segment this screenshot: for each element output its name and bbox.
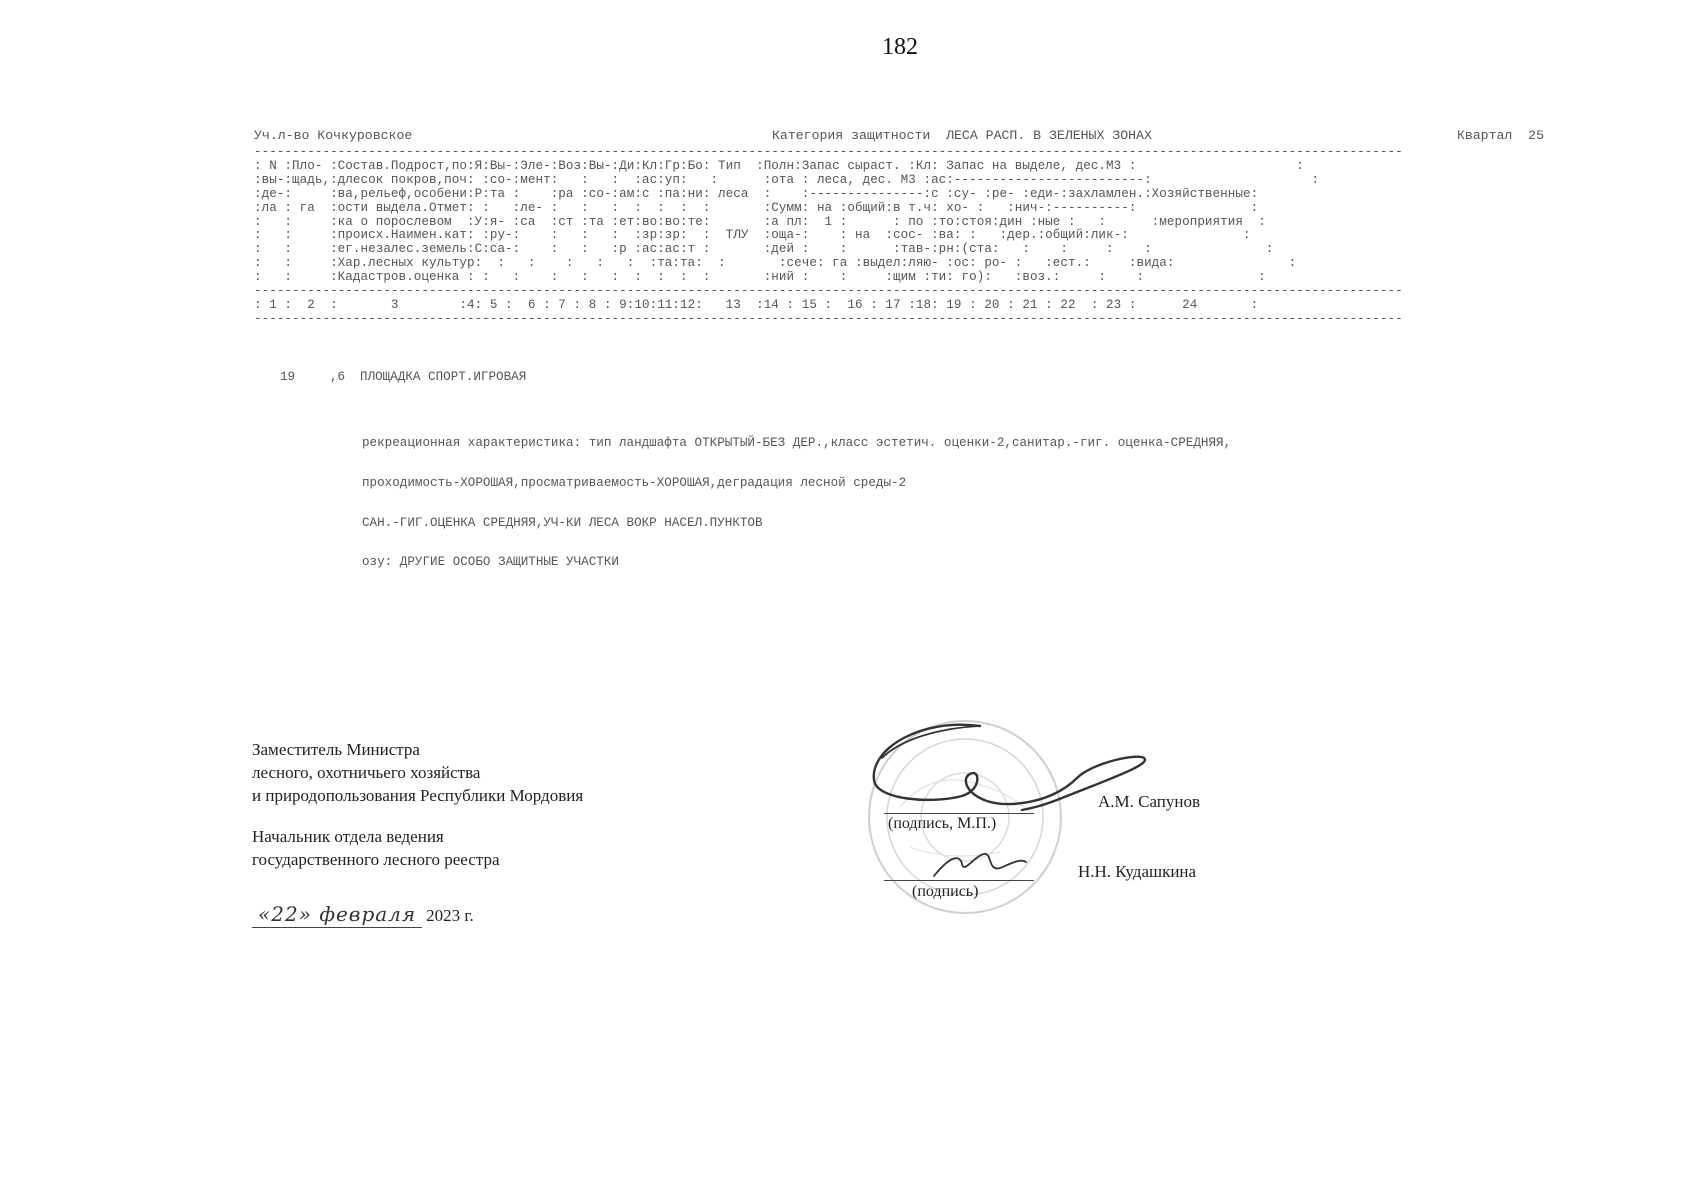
record-line-4: озу: ДРУГИЕ ОСОБО ЗАЩИТНЫЕ УЧАСТКИ [362, 555, 619, 570]
quarter-number: Квартал 25 [1456, 128, 1544, 143]
table-header-line: :де-: :ва,рельеф,особени:Р:та : :ра :со-:ам:с :па:ни: леса : :---------------:с :су- :ре- :еди-:захламлен.:Хозяйственные: [254, 186, 1259, 201]
record-area: ,6 [330, 370, 346, 385]
table-header-line: : : :ка о порослевом :У:я- :са :ст :та :ет:во:во:те: :а пл: 1 : : по :то:стоя:дин :ные : : :мероприятия : [254, 214, 1266, 229]
signatory-name-1: А.М. Сапунов [1098, 792, 1201, 811]
signatory-titles [252, 738, 583, 889]
record-details [280, 411, 1231, 596]
protection-category: Категория защитности ЛЕСА РАСП. В ЗЕЛЕНЫХ ЗОНАХ [772, 128, 1152, 143]
table-header-line: : 1 : 2 : 3 :4: 5 : 6 : 7 : 8 : 9:10:11:12: 13 :14 : 15 : 16 : 17 :18: 19 : 20 : 21 : 22 : 23 : 24 : [254, 297, 1259, 312]
official-1-title [252, 738, 583, 807]
document-header [254, 128, 1544, 144]
table-header-line: ------------------------------------------------------------------------------------------------------------------------------------------------------- [254, 311, 1403, 326]
table-header-line: : : :происх.Наимен.кат: :ру-: : : : :зр:зр: : ТЛУ :оща-: : на :сос- :ва: : :дер.:общий:лик-: : [254, 228, 1251, 243]
signing-date [252, 902, 474, 928]
record-head [280, 371, 1231, 384]
date-day: 22 [271, 902, 299, 926]
date-year: 2023 г. [426, 906, 474, 925]
signature-caption-2: (подпись) [912, 883, 979, 900]
official-2-line: государственного лесного реестра [252, 850, 500, 869]
table-header-line: ------------------------------------------------------------------------------------------------------------------------------------------------------- [254, 145, 1403, 159]
signature-caption-1: (подпись, М.П.) [888, 815, 997, 832]
table-header [254, 146, 1403, 327]
date-month: февраля [319, 902, 417, 926]
official-2-line: Начальник отдела ведения [252, 827, 444, 846]
date-quote-close: » [298, 902, 312, 926]
handwritten-date [252, 902, 422, 928]
signatory-name-2: Н.Н. Кудашкина [1078, 862, 1197, 881]
record-line-3: САН.-ГИГ.ОЦЕНКА СРЕДНЯЯ,УЧ-КИ ЛЕСА ВОКР НАСЕЛ.ПУНКТОВ [362, 515, 763, 530]
official-1-line: лесного, охотничьего хозяйства [252, 763, 481, 782]
official-2-title [252, 825, 583, 871]
table-header-line: :вы-:щадь,:длесок покров,поч: :со-:мент: : : :ас:уп: : :ота : леса, дес. М3 :ас:-------------------------: : [254, 172, 1320, 187]
official-1-line: Заместитель Министра [252, 740, 420, 759]
district-name: Уч.л-во Кочкуровское [254, 128, 413, 143]
table-header-line: : : :Кадастров.оценка : : : : : : : : : : :ний : : :щим :ти: го): :воз.: : : : [254, 270, 1266, 285]
forest-record [280, 345, 1231, 609]
table-header-line: : N :Пло- :Состав.Подрост,по:Я:Вы-:Эле-:Воз:Вы-:Ди:Кл:Гр:Бо: Тип :Полн:Запас сыраст. :Кл: Запас на выделе, дес.М3 : : [254, 158, 1304, 173]
date-quote-open: « [258, 902, 272, 926]
record-line-1: рекреационная характеристика: тип ландшафта ОТКРЫТЫЙ-БЕЗ ДЕР.,класс эстетич. оценки-2,санитар.-гиг. оценка-СРЕДНЯЯ, [362, 436, 1232, 451]
page-number: 182 [882, 34, 918, 60]
signature-line-2 [884, 880, 1034, 881]
record-line-0: ПЛОЩАДКА СПОРТ.ИГРОВАЯ [360, 370, 527, 385]
table-header-line: : : :ег.незалес.земель:С:са-: : : :р :ас:ас:т : :дей : : :тав-:рн:(ста: : : : : : [254, 242, 1274, 257]
table-header-line: :ла : га :ости выдела.Отмет: : :ле- : : : : : : : :Сумм: на :общий:в т.ч: хо- : :нич-:----------: : [254, 200, 1259, 215]
table-header-line: ------------------------------------------------------------------------------------------------------------------------------------------------------- [254, 284, 1403, 299]
official-1-line: и природопользования Республики Мордовия [252, 786, 584, 805]
table-header-line: : : :Хар.лесных культур: : : : : : :та:та: : :сече: га :выдел:ляю- :ос: ро- : :ест.: :вида: : [254, 256, 1297, 271]
signature-line-1 [884, 813, 1034, 814]
record-number: 19 [280, 370, 296, 385]
record-line-2: проходимость-ХОРОШАЯ,просматриваемость-ХОРОШАЯ,дегрaдация лесной среды-2 [362, 476, 907, 491]
